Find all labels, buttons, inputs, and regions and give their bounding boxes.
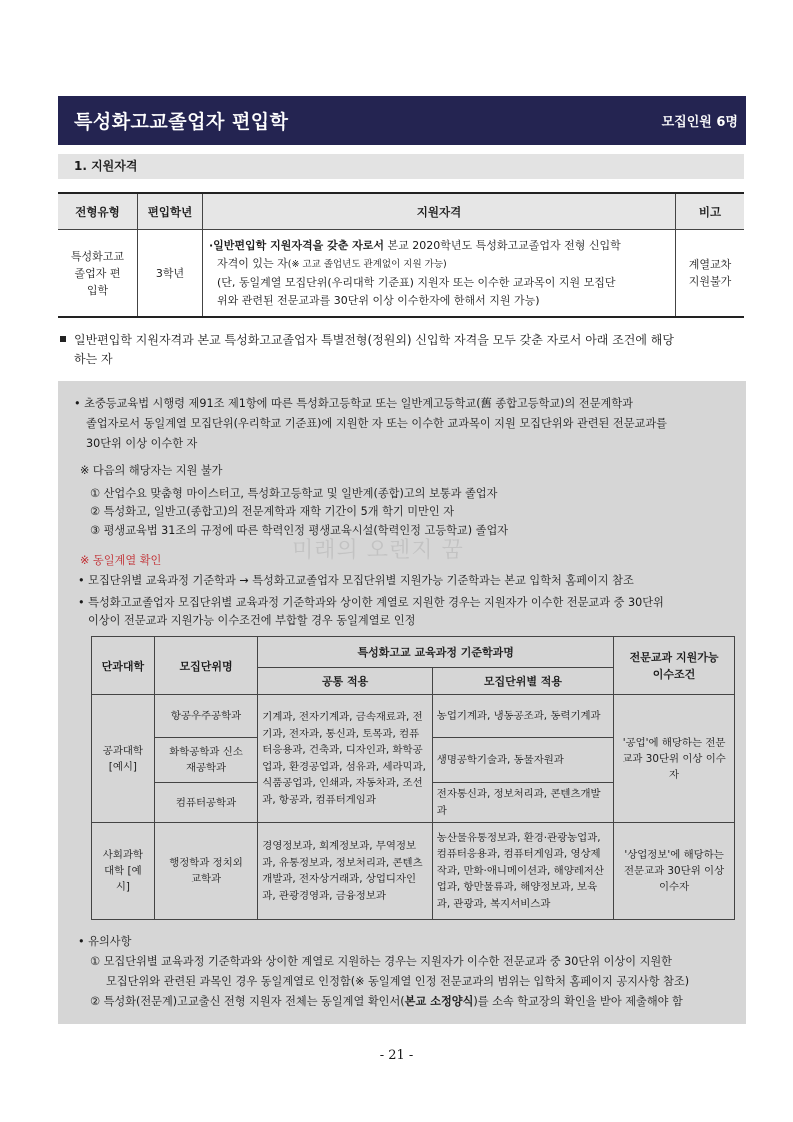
col-header-base: 특성화고교 교육과정 기준학과명: [258, 637, 614, 668]
soc-per: 농산물유통정보과, 환경·관광농업과, 컴퓨터응용과, 컴퓨터게임과, 영상제작과, 만화·애니메이션과, 해양레저산업과, 항만물류과, 해양정보과, 보육과, 관광과, 복지서비스과: [432, 823, 613, 920]
caution-item-2-bold: 본교 소정양식: [404, 995, 474, 1008]
table-row: [92, 823, 735, 920]
col-header-qualification: 지원자격: [203, 193, 676, 230]
note-line-2: 하는 자: [74, 352, 113, 366]
page-number: - 21 -: [379, 1048, 414, 1063]
section-heading: 1. 지원자격: [58, 154, 744, 179]
col-header-unit: 모집단위명: [154, 637, 258, 695]
soc-college-text: 사회과학 대학 [예시]: [102, 849, 143, 893]
col-header-common: 공통 적용: [258, 668, 433, 695]
exclusion-heading: ※ 다음의 해당자는 지원 불가: [80, 464, 223, 477]
eng-unit-2-text: 화학공학과 신소재공학과: [169, 746, 243, 774]
note-line-1-text: 일반편입학 지원자격과 본교 특성화고교졸업자 특별전형(정원외) 신입학 자격을 모두 갖춘 자로서 아래 조건에 해당: [74, 333, 674, 347]
caution-item-2: [90, 992, 683, 1012]
eligibility-note: [60, 331, 740, 369]
qual-line-3: (단, 동일계열 모집단위(우리대학 기준표) 지원자 또는 이수한 교과목이 지원 모집단: [217, 275, 616, 289]
table-row: [92, 695, 735, 738]
qual-line-2-small: (※ 고교 졸업년도 관계없이 지원 가능): [287, 258, 447, 270]
caution-item-2-post: )를 소속 학교장의 확인을 받아 제출해야 함: [473, 995, 683, 1008]
exclusion-item-3: ③ 평생교육법 31조의 규정에 따른 학력인정 평생교육시설(학력인정 고등학교) 졸업자: [90, 524, 509, 537]
qualification-table: [58, 192, 744, 318]
remark-text: 계열교차 지원불가: [688, 258, 732, 288]
remark: [676, 230, 745, 318]
same-field-heading: ※ 동일계열 확인: [80, 554, 162, 567]
same-field-item-1: • 모집단위별 교육과정 기준학과 → 특성화고교졸업자 모집단위별 지원가능 기준학과는 본교 입학처 홈페이지 참조: [78, 574, 634, 587]
eng-per-2: 생명공학기술과, 동물자원과: [432, 738, 613, 783]
admission-grade: 3학년: [138, 230, 203, 318]
soc-college: [92, 823, 155, 920]
caution-item-1-cont: 모집단위와 관련된 과목인 경우 동일계열로 인정함(※ 동일계열 인정 전문교과의 범위는 입학처 홈페이지 공지사항 참조): [106, 975, 690, 988]
qualification-text: [203, 230, 676, 318]
admission-type-text: 특성화고교 졸업자 편입학: [70, 249, 125, 297]
page-title: 특성화고교졸업자 편입학: [74, 111, 289, 133]
cond-line-1: • 초중등교육법 시행령 제91조 제1항에 따른 특성화고등학교 또는 일반계고등학교(舊 종합고등학교)의 전문계학과: [74, 397, 633, 410]
qual-bold: ·일반편입학 지원자격을 갖춘 자로서: [209, 238, 385, 252]
exclusion-item-2: ② 특성화고, 일반고(종합고)의 전문계학과 재학 기간이 5개 학기 미만인 자: [90, 505, 455, 518]
eng-per-1: 농업기계과, 냉동공조과, 동력기계과: [432, 695, 613, 738]
col-header-college: 단과대학: [92, 637, 155, 695]
page-banner: [58, 96, 746, 145]
col-header-perunit: 모집단위별 적용: [432, 668, 613, 695]
eng-condition-text: '공업'에 해당하는 전문교과 30단위 이상 이수자: [622, 736, 726, 781]
soc-unit-text: 행정학과 정치외교학과: [169, 857, 243, 885]
caution-item-1: ① 모집단위별 교육과정 기준학과와 상이한 계열로 지원하는 경우는 지원자가 이수한 전문교과 중 30단위 이상이 지원한: [90, 955, 672, 968]
cond-line-2: 졸업자로서 동일계열 모집단위(우리학교 기준표)에 지원한 자 또는 이수한 교과목이 지원 모집단위와 관련된 전문교과를: [86, 417, 667, 430]
square-bullet-icon: [60, 336, 66, 342]
department-table: [91, 636, 735, 920]
soc-unit: [154, 823, 258, 920]
col-header-condition: [614, 637, 735, 695]
eng-unit-3: 컴퓨터공학과: [154, 783, 258, 823]
cond-line-3: 30단위 이상 이수한 자: [86, 437, 198, 450]
qual-line-2: [209, 255, 669, 274]
eng-college: [92, 695, 155, 823]
col-header-condition-text: 전문교과 지원가능 이수조건: [629, 650, 719, 681]
note-line-1: [60, 331, 740, 350]
watermark: 미래의 오렌지 꿈: [292, 538, 464, 563]
exclusion-item-1: ① 산업수요 맞춤형 마이스터고, 특성화고등학교 및 일반계(종합)고의 보통과 졸업자: [90, 487, 498, 500]
eng-unit-2: [154, 738, 258, 783]
eng-unit-1: 항공우주공학과: [154, 695, 258, 738]
soc-common: 경영정보과, 회계정보과, 무역정보과, 유통정보과, 정보처리과, 콘텐츠 개발과, 전자상거래과, 상업디자인과, 관광경영과, 금융정보과: [258, 823, 433, 920]
eng-condition: [614, 695, 735, 823]
col-header-grade: 편입학년: [138, 193, 203, 230]
admission-type: [58, 230, 138, 318]
caution-item-2-pre: ② 특성화(전문계)고교출신 전형 지원자 전체는 동일계열 확인서(: [90, 995, 405, 1008]
same-field-item-2-cont: 이상이 전문교과 지원가능 이수조건에 부합할 경우 동일계열로 인정: [88, 614, 416, 627]
recruit-quota: 모집인원 6명: [661, 115, 738, 130]
soc-condition: [614, 823, 735, 920]
qual-line-2-text: 자격이 있는 자: [217, 256, 288, 270]
table-header-row: [92, 637, 735, 668]
caution-heading: • 유의사항: [78, 935, 132, 948]
table-header-row: [58, 193, 744, 230]
col-header-remark: 비고: [676, 193, 745, 230]
qual-line-1: [209, 237, 669, 255]
soc-condition-text: '상업정보'에 해당하는 전문교과 30단위 이상 이수자: [623, 849, 725, 893]
table-row: [58, 230, 744, 318]
eng-per-3: 전자통신과, 정보처리과, 콘텐츠개발과: [432, 783, 613, 823]
eng-common: 기계과, 전자기계과, 금속재료과, 전기과, 전자과, 통신과, 토목과, 컴퓨터응용과, 건축과, 디자인과, 화학공업과, 환경공업과, 섬유과, 세라믹과, 식품공업과, 인쇄과, 자동차과, 조선과, 항공과, 컴퓨터게임과: [258, 695, 433, 823]
same-field-item-2: • 특성화고교졸업자 모집단위별 교육과정 기준학과와 상이한 계열로 지원한 경우는 지원자가 이수한 전문교과 중 30단위: [78, 596, 664, 609]
qual-line-4: 위와 관련된 전문교과를 30단위 이상 이수한자에 한해서 지원 가능): [217, 293, 540, 307]
qual-line-1-rest: 본교 2020학년도 특성화고교졸업자 전형 신입학: [384, 238, 621, 252]
col-header-type: 전형유형: [58, 193, 138, 230]
eng-college-text: 공과대학 [예시]: [102, 744, 143, 773]
